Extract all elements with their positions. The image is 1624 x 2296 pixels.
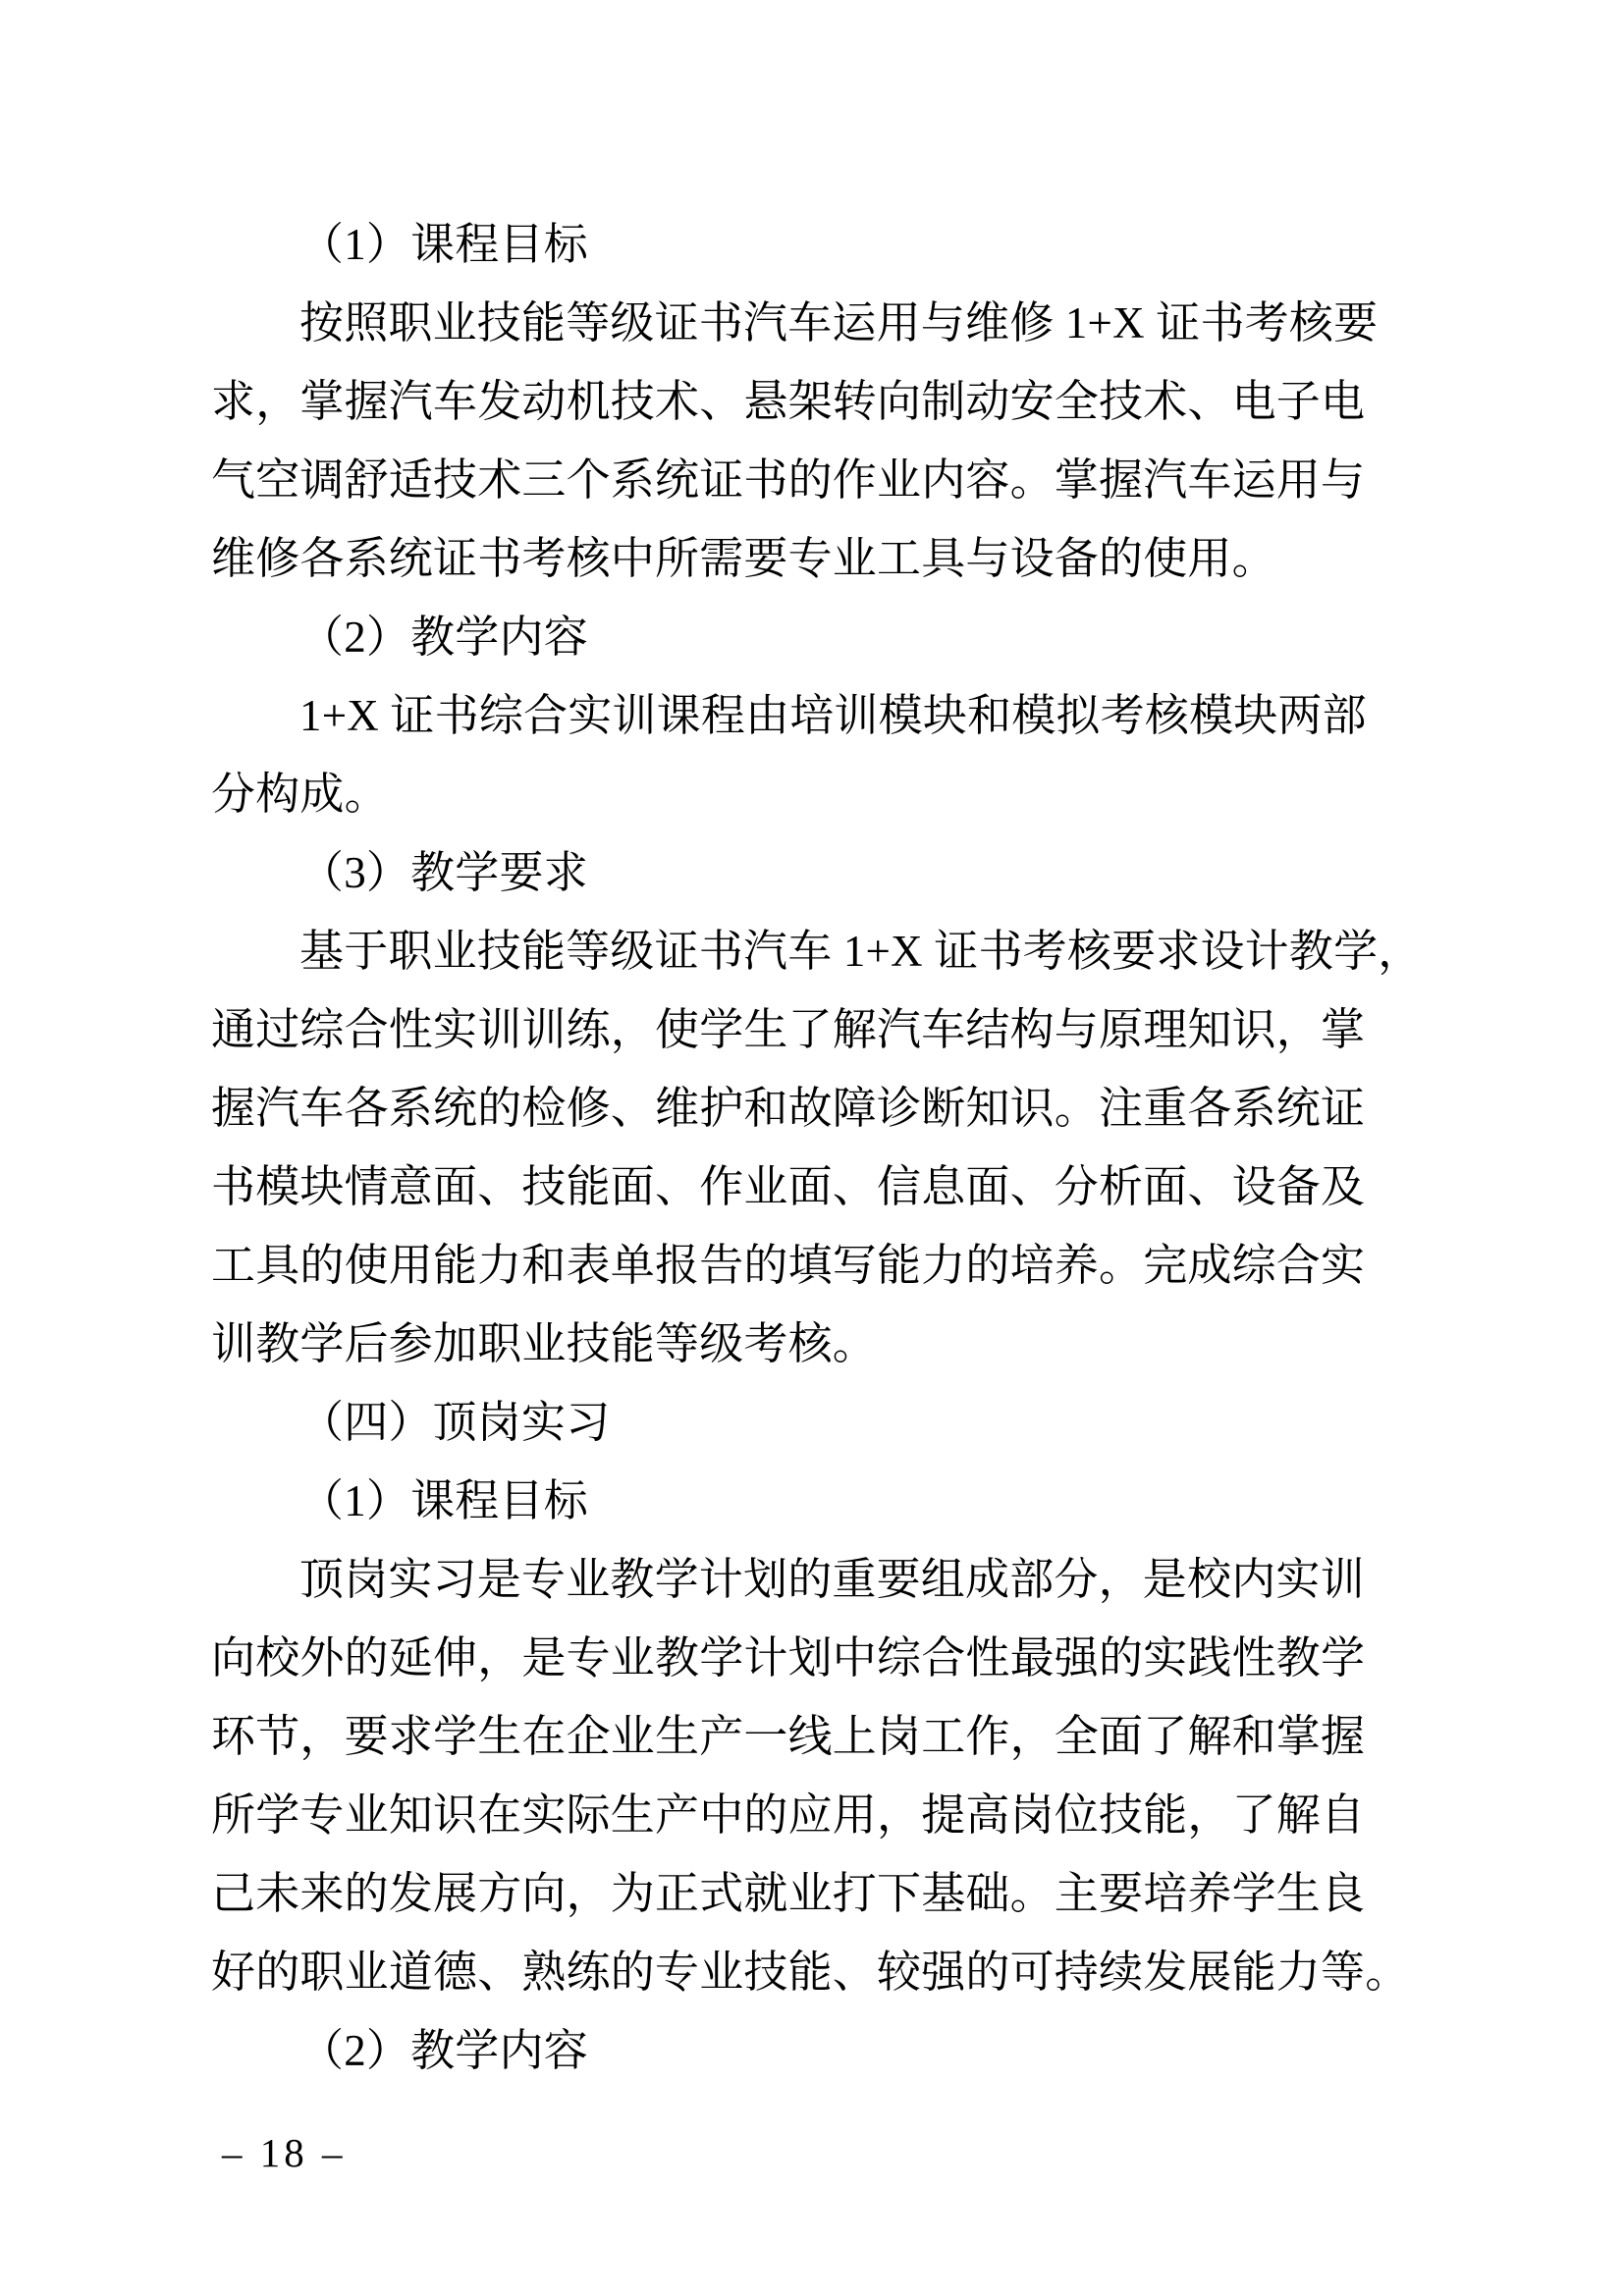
body-line: 己未来的发展方向，为正式就业打下基础。主要培养学生良 (211, 1869, 1366, 1918)
body-line: 顶岗实习是专业教学计划的重要组成部分，是校内实训 (299, 1555, 1365, 1604)
heading-line: （2）教学内容 (299, 613, 588, 662)
body-line: 握汽车各系统的检修、维护和故障诊断知识。注重各系统证 (211, 1084, 1366, 1133)
text-block (211, 205, 1423, 2090)
heading-line: （1）课程目标 (299, 220, 588, 269)
body-line: 所学专业知识在实际生产中的应用，提高岗位技能，了解自 (211, 1790, 1366, 1840)
body-line: 书模块情意面、技能面、作业面、信息面、分析面、设备及 (211, 1162, 1366, 1211)
body-line: 工具的使用能力和表单报告的填写能力的培养。完成综合实 (211, 1241, 1366, 1290)
heading-line: （四）顶岗实习 (299, 1398, 611, 1447)
body-line: 求，掌握汽车发动机技术、悬架转向制动安全技术、电子电 (211, 377, 1366, 426)
body-line: 环节，要求学生在企业生产一线上岗工作，全面了解和掌握 (211, 1712, 1366, 1761)
body-line: 向校外的延伸，是专业教学计划中综合性最强的实践性教学 (211, 1633, 1366, 1682)
body-line: 基于职业技能等级证书汽车 1+X 证书考核要求设计教学， (299, 927, 1423, 976)
page-number: – 18 – (222, 2130, 347, 2175)
body-line: 分构成。 (211, 770, 389, 819)
body-line: 1+X 证书综合实训课程由培训模块和模拟考核模块两部 (299, 691, 1367, 740)
body-line: 好的职业道德、熟练的专业技能、较强的可持续发展能力等。 (211, 1948, 1410, 1997)
body-line: 气空调舒适技术三个系统证书的作业内容。掌握汽车运用与 (211, 455, 1366, 505)
body-line: 训教学后参加职业技能等级考核。 (211, 1319, 878, 1368)
body-line: 通过综合性实训训练，使学生了解汽车结构与原理知识，掌 (211, 1005, 1366, 1054)
heading-line: （3）教学要求 (299, 848, 588, 897)
heading-line: （2）教学内容 (299, 2026, 588, 2075)
body-line: 按照职业技能等级证书汽车运用与维修 1+X 证书考核要 (299, 298, 1379, 347)
body-line: 维修各系统证书考核中所需要专业工具与设备的使用。 (211, 534, 1276, 583)
heading-line: （1）课程目标 (299, 1476, 588, 1525)
